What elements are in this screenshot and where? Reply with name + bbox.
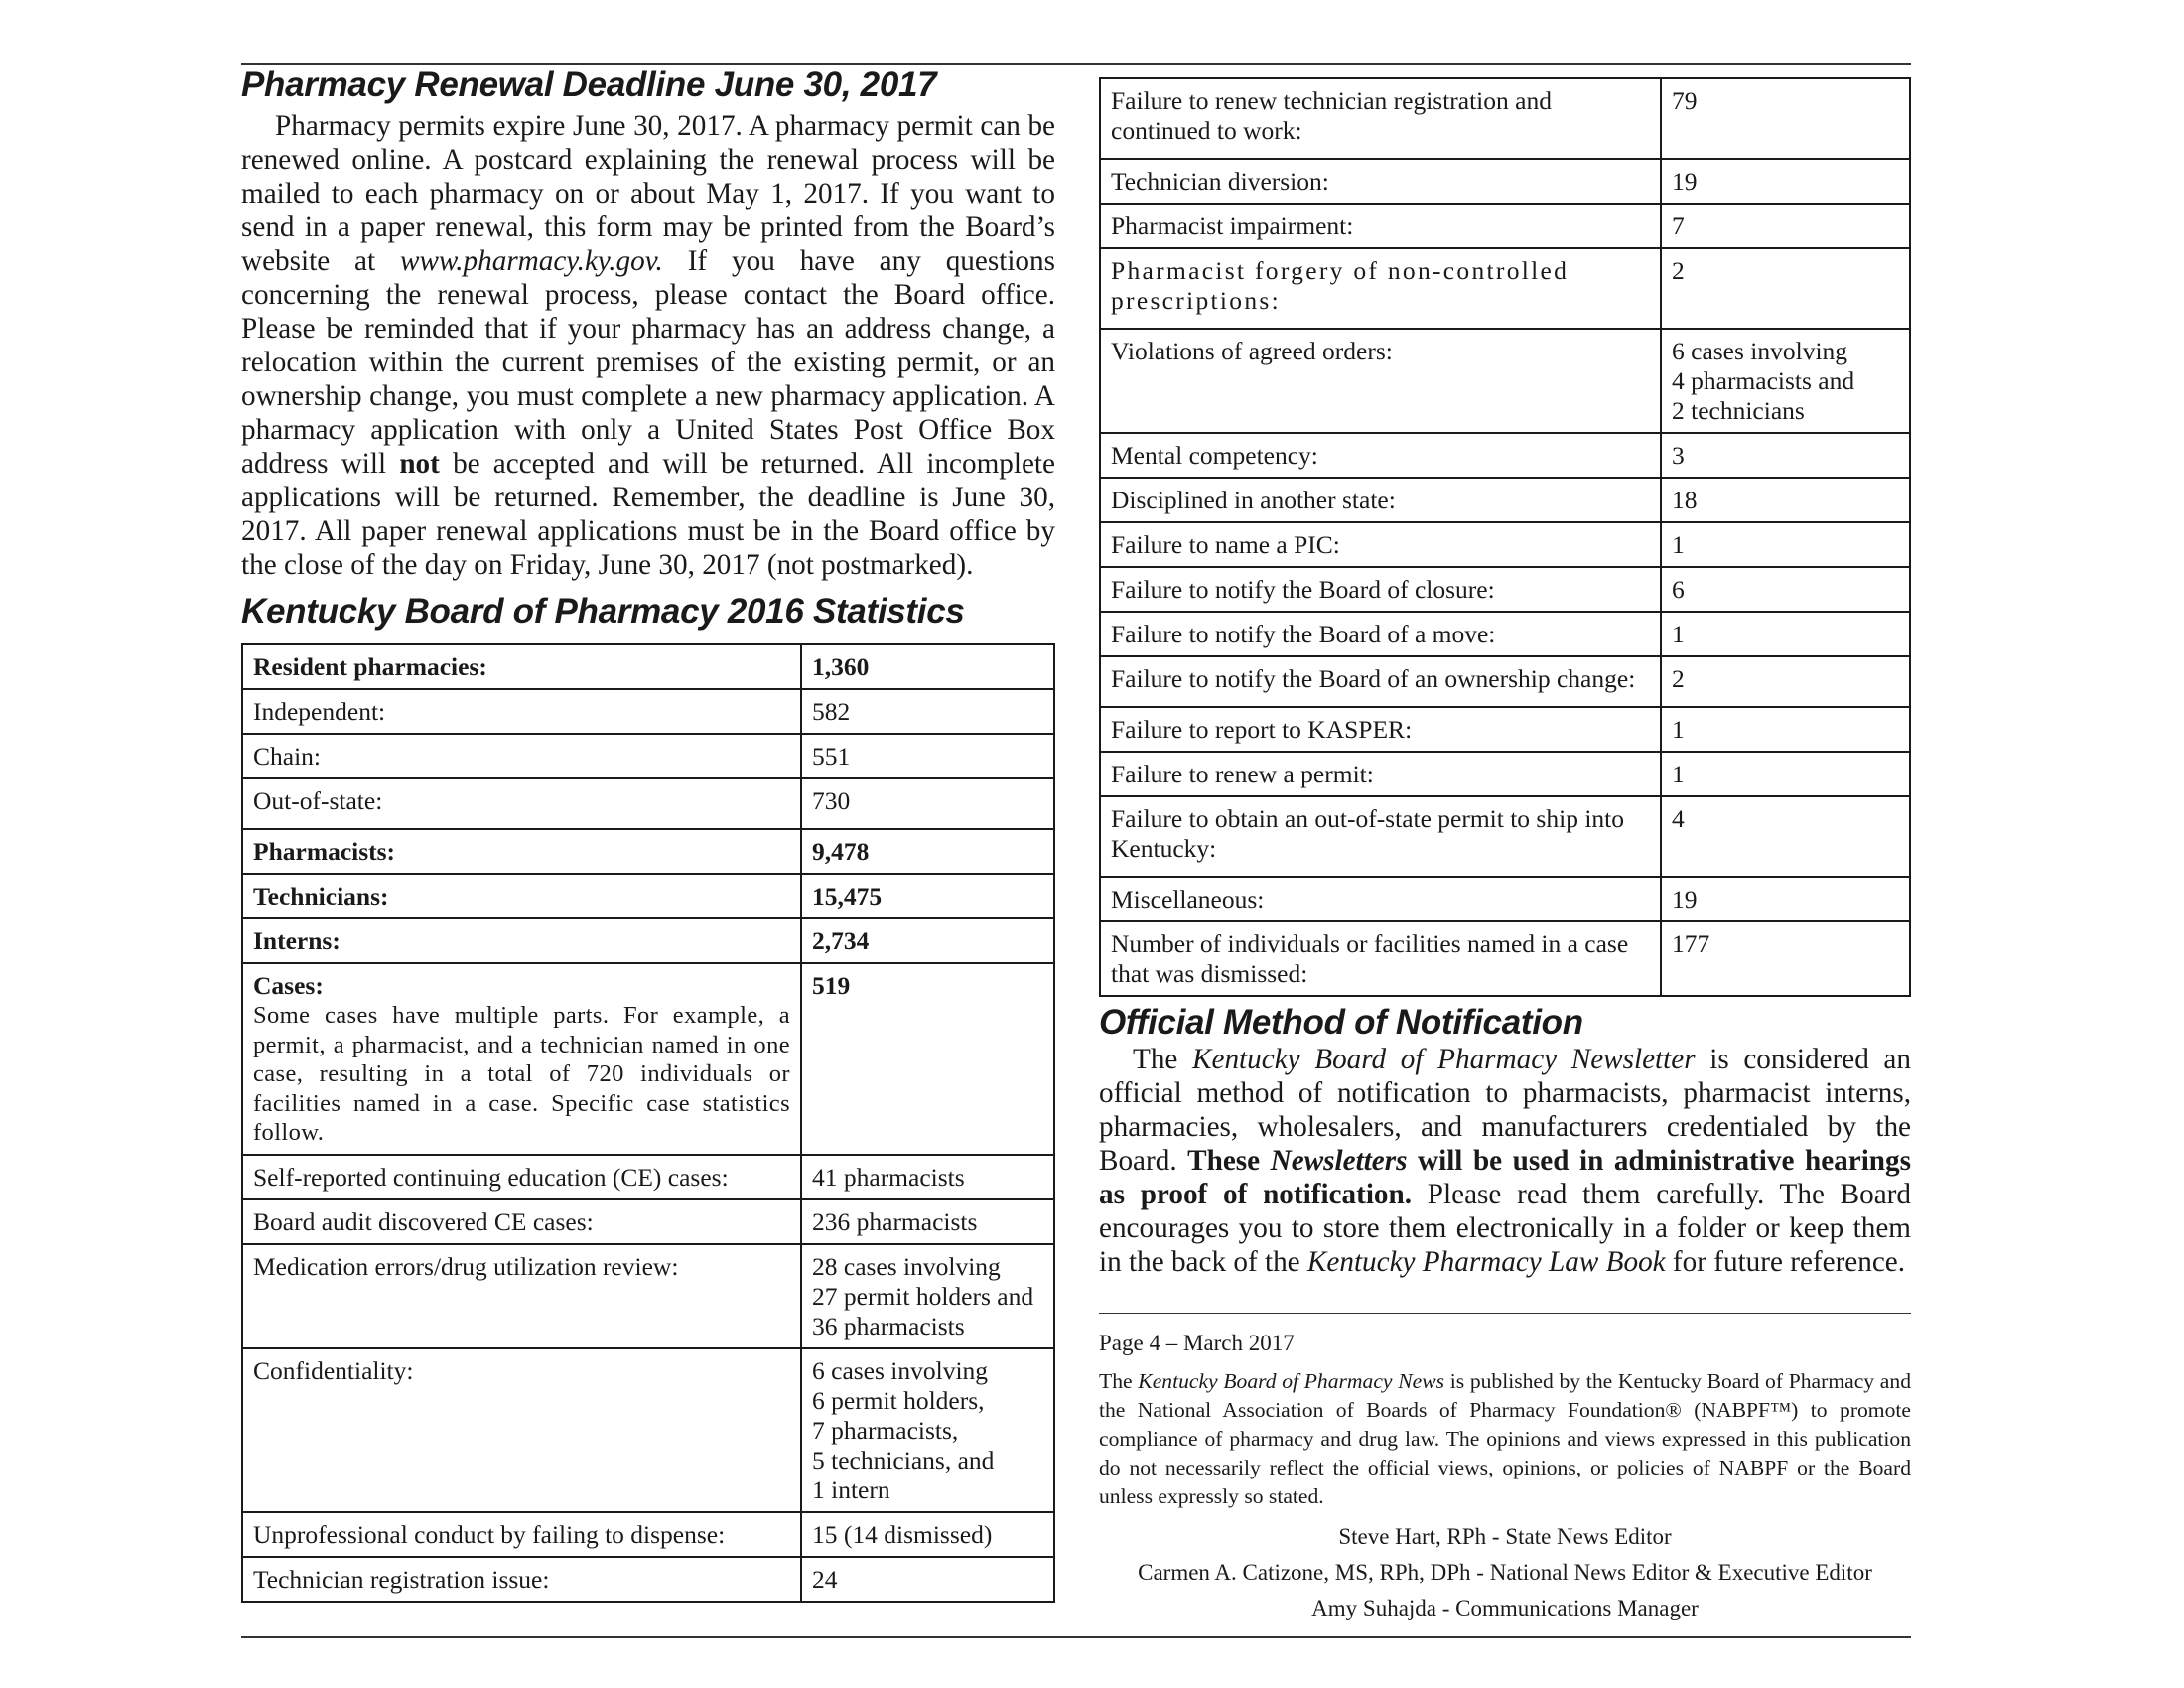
statistics-heading: Kentucky Board of Pharmacy 2016 Statistics — [241, 592, 965, 631]
renewal-heading: Pharmacy Renewal Deadline June 30, 2017 — [241, 66, 937, 104]
table-row: Cases: Some cases have multiple parts. For example, a permit, a pharmacist, and a technician named in one case, resulting in a total of 720 individuals or facilities named in a case. Specific case statistics follow. 519 — [242, 963, 1054, 1155]
table-row: Failure to notify the Board of a move: 1 — [1100, 612, 1910, 656]
table-row: Unprofessional conduct by failing to dispense: 15 (14 dismissed) — [242, 1512, 1054, 1557]
left-column — [241, 66, 1055, 1603]
table-row: Interns: 2,734 — [242, 918, 1054, 963]
renewal-paragraph: Pharmacy permits expire June 30, 2017. A pharmacy permit can be renewed online. A postcard explaining the renewal process will be mailed to each pharmacy on or about May 1, 2017. If you want to send in a paper renewal, this form may be printed from the Board’s website at www.pharmacy.ky.gov. If you have any questions concerning the renewal process, please contact the Board office. Please be reminded that if your pharmacy has an address change, a relocation within the current premises of the existing permit, or an ownership change, you must complete a new pharmacy application. A pharmacy application with only a United States Post Office Box address will not be accepted and will be returned. All incomplete applications will be returned. Remember, the deadline is June 30, 2017. All paper renewal applications must be in the Board office by the close of the day on Friday, June 30, 2017 (not postmarked). — [241, 110, 1055, 581]
table-row: Resident pharmacies: 1,360 — [242, 644, 1054, 689]
editor-credits — [1099, 1519, 1911, 1626]
cases-note: Some cases have multiple parts. For example, a permit, a pharmacist, and a technician named in one case, resulting in a total of 720 individuals or facilities named in a case. Specific case statistics follow. — [253, 1002, 790, 1146]
table-row: Failure to renew a permit: 1 — [1100, 752, 1910, 796]
table-row: Failure to renew technician registration and continued to work: 79 — [1100, 78, 1910, 159]
table-row: Failure to notify the Board of closure: 6 — [1100, 567, 1910, 612]
table-row: Technician diversion: 19 — [1100, 159, 1910, 204]
editor-line: Steve Hart, RPh - State News Editor — [1338, 1524, 1672, 1549]
notification-rule — [1099, 1313, 1911, 1314]
table-row: Medication errors/drug utilization review: 28 cases involving 27 permit holders and 36 pharmacists — [242, 1244, 1054, 1348]
top-rule — [241, 63, 1911, 65]
table-row: Self-reported continuing education (CE) cases: 41 pharmacists — [242, 1155, 1054, 1199]
table-row: Pharmacist forgery of non-controlled prescriptions: 2 — [1100, 248, 1910, 329]
table-row: Technicians: 15,475 — [242, 874, 1054, 918]
table-row: Board audit discovered CE cases: 236 pharmacists — [242, 1199, 1054, 1244]
table-row: Out-of-state: 730 — [242, 778, 1054, 829]
table-row: Confidentiality: 6 cases involving 6 permit holders, 7 pharmacists, 5 technicians, and 1 intern — [242, 1348, 1054, 1512]
table-row: Number of individuals or facilities named in a case that was dismissed: 177 — [1100, 921, 1910, 996]
table-row: Independent: 582 — [242, 689, 1054, 734]
right-column — [1099, 77, 1911, 1279]
table-row: Failure to notify the Board of an ownership change: 2 — [1100, 656, 1910, 707]
table-row: Failure to obtain an out-of-state permit to ship into Kentucky: 4 — [1100, 796, 1910, 877]
notification-section — [1099, 1003, 1911, 1279]
table-row: Miscellaneous: 19 — [1100, 877, 1910, 921]
table-row: Chain: 551 — [242, 734, 1054, 778]
statistics-table — [241, 643, 1055, 1603]
notification-paragraph: The Kentucky Board of Pharmacy Newsletter is considered an official method of notification to pharmacists, pharmacist interns, pharmacies, wholesalers, and manufacturers credentialed by the Board. These Newsletters will be used in administrative hearings as proof of notification. Please read them carefully. The Board encourages you to store them electronically in a folder or keep them in the back of the Kentucky Pharmacy Law Book for future reference. — [1099, 1044, 1911, 1278]
publication-footer — [1099, 1329, 1911, 1626]
table-row: Pharmacist impairment: 7 — [1100, 204, 1910, 248]
website-link[interactable]: www.pharmacy.ky.gov. — [400, 245, 663, 277]
table-row: Failure to report to KASPER: 1 — [1100, 707, 1910, 752]
editor-line: Carmen A. Catizone, MS, RPh, DPh - National News Editor & Executive Editor — [1138, 1560, 1872, 1585]
statistics-table-continued — [1099, 77, 1911, 997]
page-number: Page 4 – March 2017 — [1099, 1331, 1295, 1355]
table-row: Disciplined in another state: 18 — [1100, 478, 1910, 522]
table-row: Failure to name a PIC: 1 — [1100, 522, 1910, 567]
table-row: Violations of agreed orders: 6 cases involving 4 pharmacists and 2 technicians — [1100, 329, 1910, 433]
table-row: Technician registration issue: 24 — [242, 1557, 1054, 1602]
editor-line: Amy Suhajda - Communications Manager — [1311, 1596, 1699, 1620]
table-row: Mental competency: 3 — [1100, 433, 1910, 478]
publication-notice: The Kentucky Board of Pharmacy News is published by the Kentucky Board of Pharmacy and the National Association of Boards of Pharmacy Foundation® (NABPF™) to promote compliance of pharmacy and drug law. The opinions and views expressed in this publication do not necessarily reflect the official views, opinions, or policies of NABPF or the Board unless expressly so stated. — [1099, 1369, 1911, 1508]
table-row: Pharmacists: 9,478 — [242, 829, 1054, 874]
cases-label: Cases: — [253, 971, 324, 1000]
bottom-rule — [241, 1636, 1911, 1638]
notification-heading: Official Method of Notification — [1099, 1003, 1583, 1042]
